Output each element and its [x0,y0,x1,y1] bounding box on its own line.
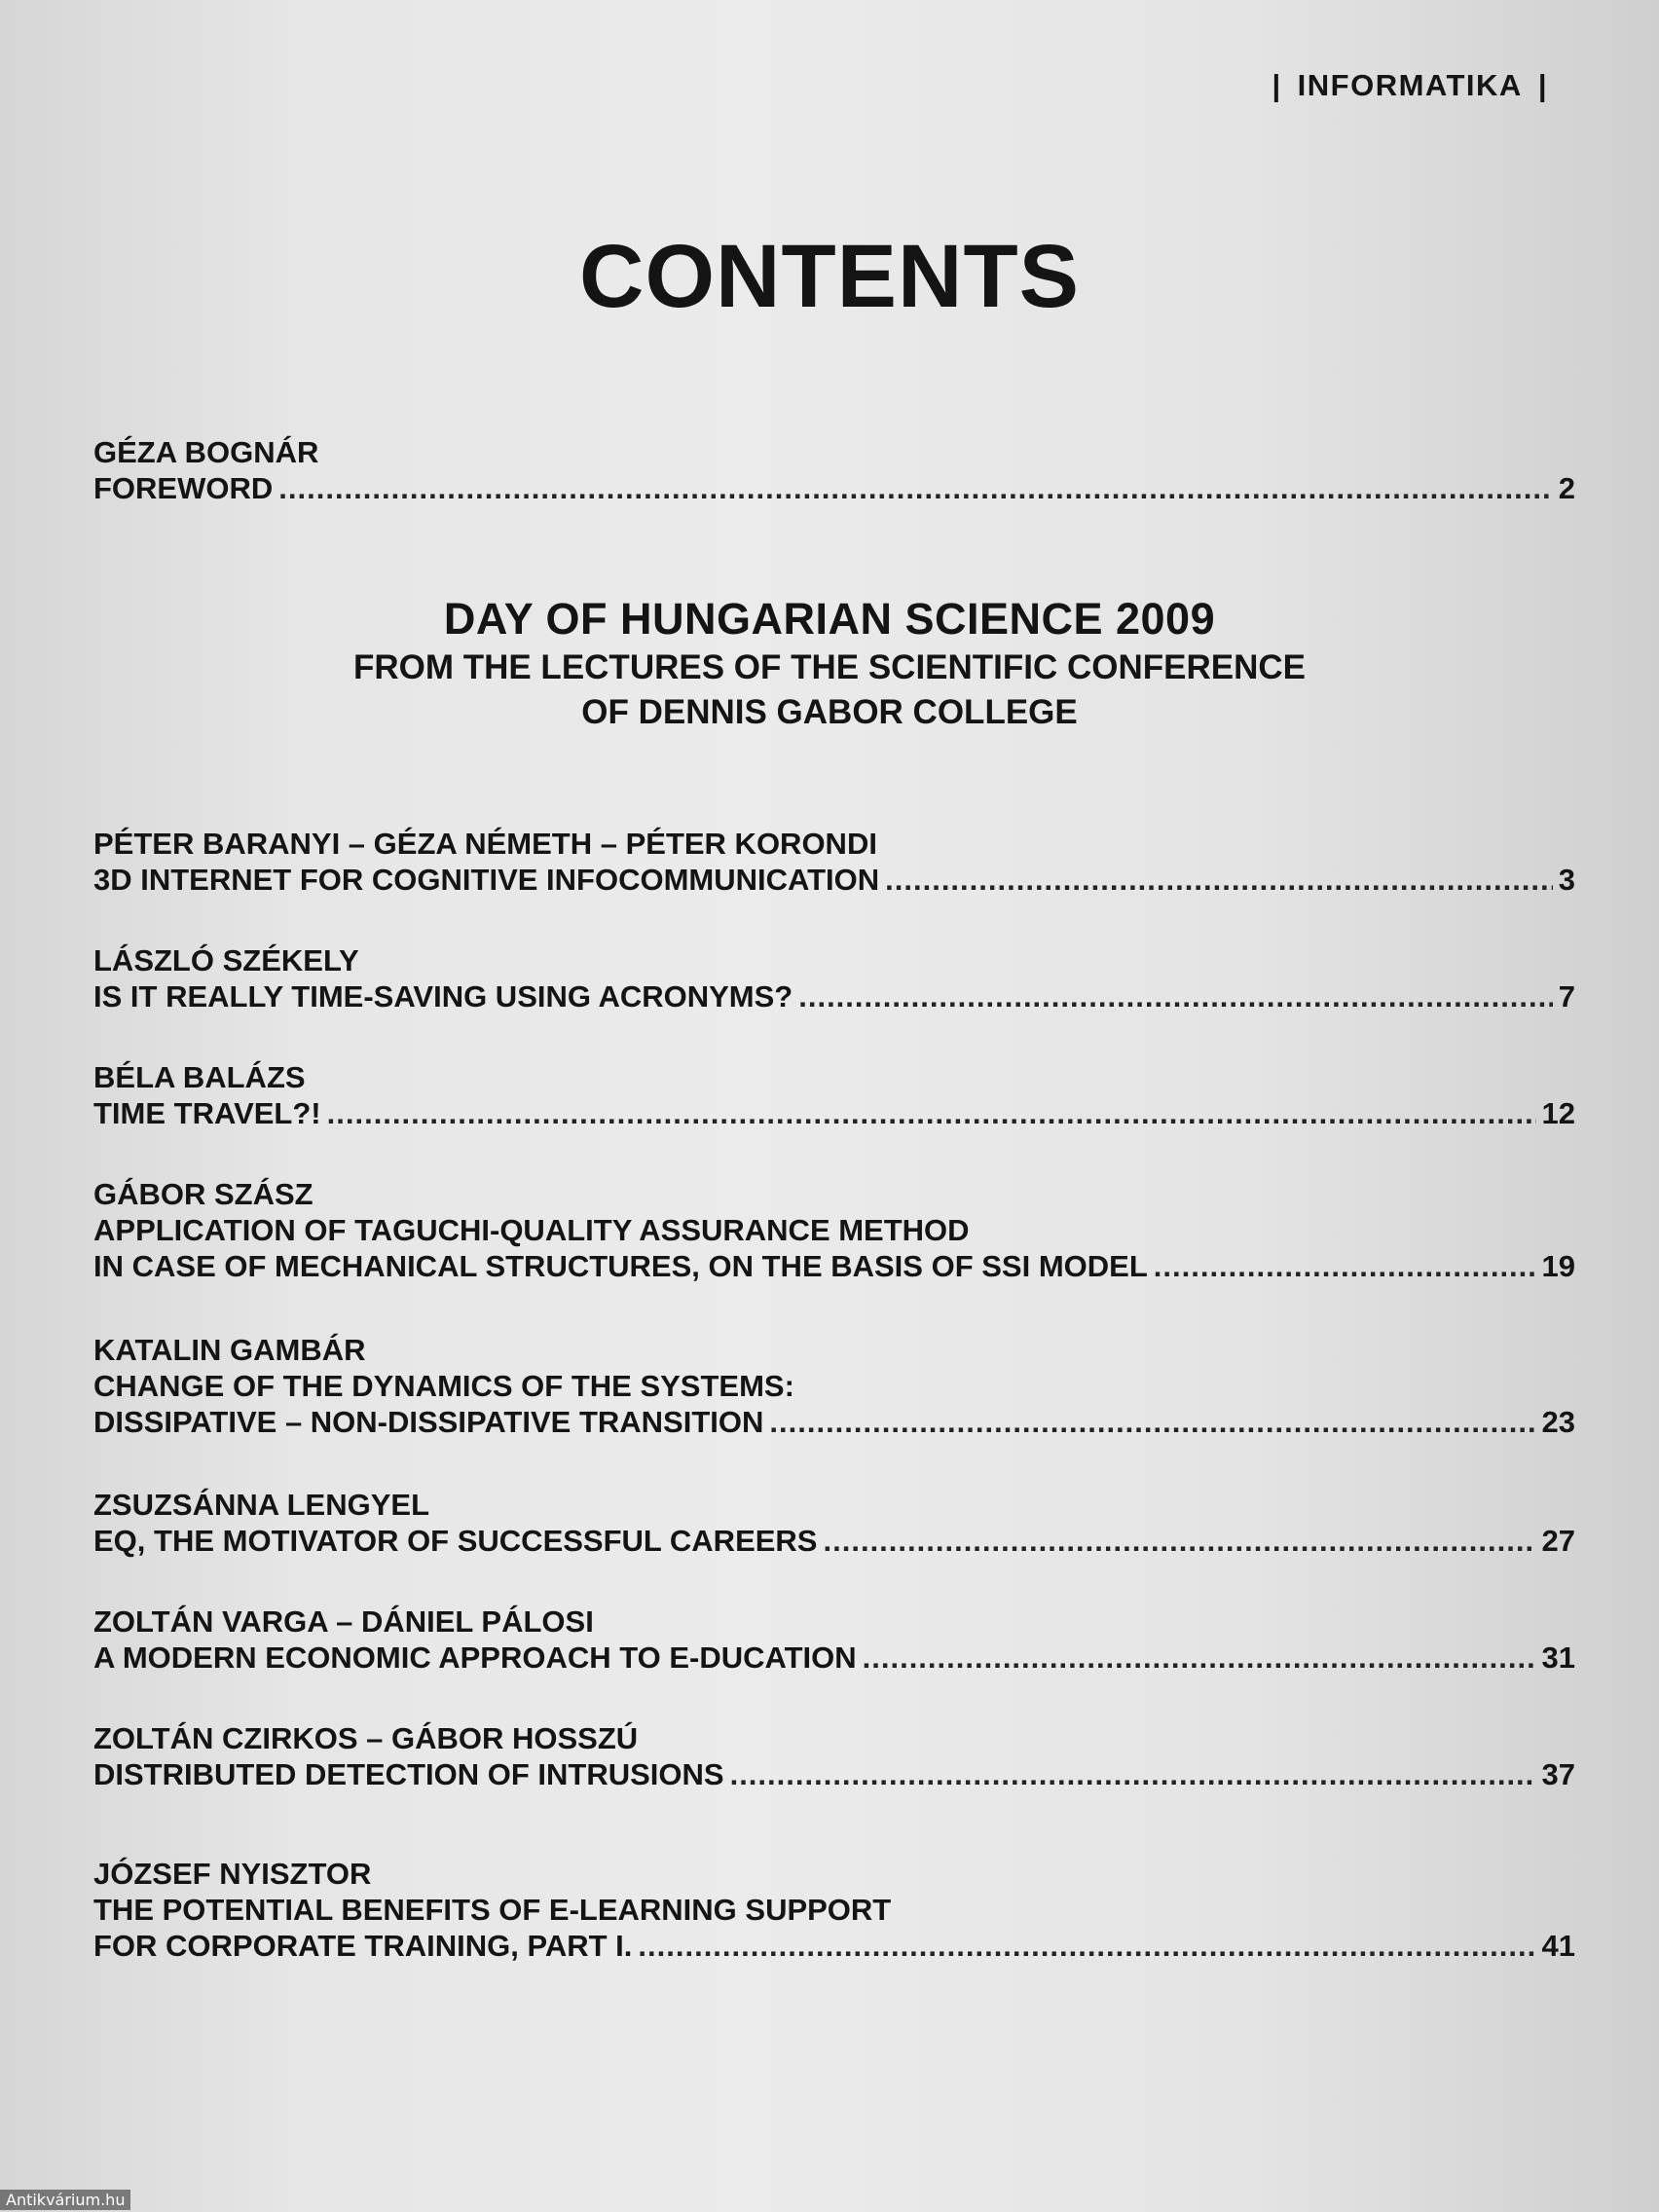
toc-entry-title-row [93,862,1575,898]
toc-entry-title-row [93,1095,1575,1131]
toc-entry-title-line: CHANGE OF THE DYNAMICS OF THE SYSTEMS: [93,1369,794,1403]
toc-entry-foreword [93,434,1575,506]
dot-leader [730,1756,1536,1792]
dot-leader [863,1640,1536,1676]
toc-entry-title-line: FOR CORPORATE TRAINING, PART I. [93,1929,633,1963]
toc-entry [93,1856,1575,1964]
toc-entry-author: ZOLTÁN CZIRKOS – GÁBOR HOSSZÚ [93,1721,639,1755]
toc-entry [93,1604,1575,1676]
page-title: CONTENTS [579,227,1080,326]
dot-leader [798,978,1553,1014]
toc-entry-author: KATALIN GAMBÁR [93,1333,366,1367]
toc-entry [93,942,1575,1014]
toc-entry [93,1332,1575,1440]
toc-entry-title-line: THE POTENTIAL BENEFITS OF E-LEARNING SUPPORT [93,1893,892,1927]
dot-leader [769,1404,1535,1440]
toc-entry-author: BÉLA BALÁZS [93,1060,306,1094]
toc-entry-page: 41 [1541,1929,1575,1963]
toc-entry-title-row [93,1248,1575,1284]
toc-entry-title-line: EQ, THE MOTIVATOR OF SUCCESSFUL CAREERS [93,1524,818,1558]
dot-leader [278,470,1552,506]
toc-entry [93,1176,1575,1284]
toc-entry-title-row [93,1640,1575,1676]
toc-entry-title-line: DISSIPATIVE – NON-DISSIPATIVE TRANSITION [93,1405,764,1439]
dot-leader [327,1095,1536,1131]
running-head-label: INFORMATIKA [1297,68,1523,102]
toc-entry-author: ZOLTÁN VARGA – DÁNIEL PÁLOSI [93,1604,594,1639]
toc-entry [93,1487,1575,1559]
toc-entry [93,1720,1575,1792]
toc-entry-page: 31 [1541,1641,1575,1675]
toc-entry-title-line: TIME TRAVEL?! [93,1096,321,1130]
toc-entry-author: JÓZSEF NYISZTOR [93,1857,372,1891]
toc-entry-title-row [93,1404,1575,1440]
section-subtitle-line-2: OF DENNIS GABOR COLLEGE [581,693,1078,731]
toc-entry-title-row [93,470,1575,506]
toc-entry-title-line: APPLICATION OF TAGUCHI-QUALITY ASSURANCE METHOD [93,1213,970,1247]
toc-entry-author: ZSUZSÁNNA LENGYEL [93,1488,430,1522]
toc-entry-author: GÉZA BOGNÁR [93,435,319,469]
toc-entry-page: 37 [1541,1757,1575,1791]
toc-entry [93,1059,1575,1131]
running-head [1256,68,1564,103]
toc-entry-author: PÉTER BARANYI – GÉZA NÉMETH – PÉTER KORONDI [93,827,877,861]
toc-entry-page: 23 [1541,1405,1575,1439]
section-subtitle-line-1: FROM THE LECTURES OF THE SCIENTIFIC CONFERENCE [352,648,1307,686]
dot-leader [638,1928,1535,1964]
toc-entry-title-row [93,1756,1575,1792]
toc-entry-title-row [93,1928,1575,1964]
toc-entry-author: GÁBOR SZÁSZ [93,1177,313,1211]
toc-entry-page: 19 [1541,1249,1575,1283]
toc-entry-title-line: 3D INTERNET FOR COGNITIVE INFOCOMMUNICATION [93,863,880,897]
dot-leader [885,862,1553,898]
toc-entry [93,826,1575,898]
toc-entry-page: 7 [1558,979,1575,1014]
toc-entry-author: LÁSZLÓ SZÉKELY [93,943,359,977]
running-head-right-bar: | [1537,68,1548,102]
watermark: Antikvárium.hu [0,2190,130,2210]
toc-entry-title: FOREWORD [93,471,274,505]
toc-entry-title-line: A MODERN ECONOMIC APPROACH TO E-DUCATION [93,1641,857,1675]
toc-entry-title-line: IN CASE OF MECHANICAL STRUCTURES, ON THE BASIS OF SSI MODEL [93,1249,1148,1283]
toc-entry-page: 12 [1541,1096,1575,1130]
toc-entry-title-row [93,1523,1575,1559]
toc-entry-title-line: DISTRIBUTED DETECTION OF INTRUSIONS [93,1757,724,1791]
toc-entry-page: 3 [1558,863,1575,897]
section-title: DAY OF HUNGARIAN SCIENCE 2009 [443,594,1216,644]
toc-entry-page: 27 [1541,1524,1575,1558]
dot-leader [824,1523,1536,1559]
dot-leader [1154,1248,1536,1284]
toc-entry-title-row [93,978,1575,1014]
running-head-left-bar: | [1272,68,1282,102]
toc-entry-page: 2 [1558,471,1575,505]
toc-entry-title-line: IS IT REALLY TIME-SAVING USING ACRONYMS? [93,979,793,1014]
